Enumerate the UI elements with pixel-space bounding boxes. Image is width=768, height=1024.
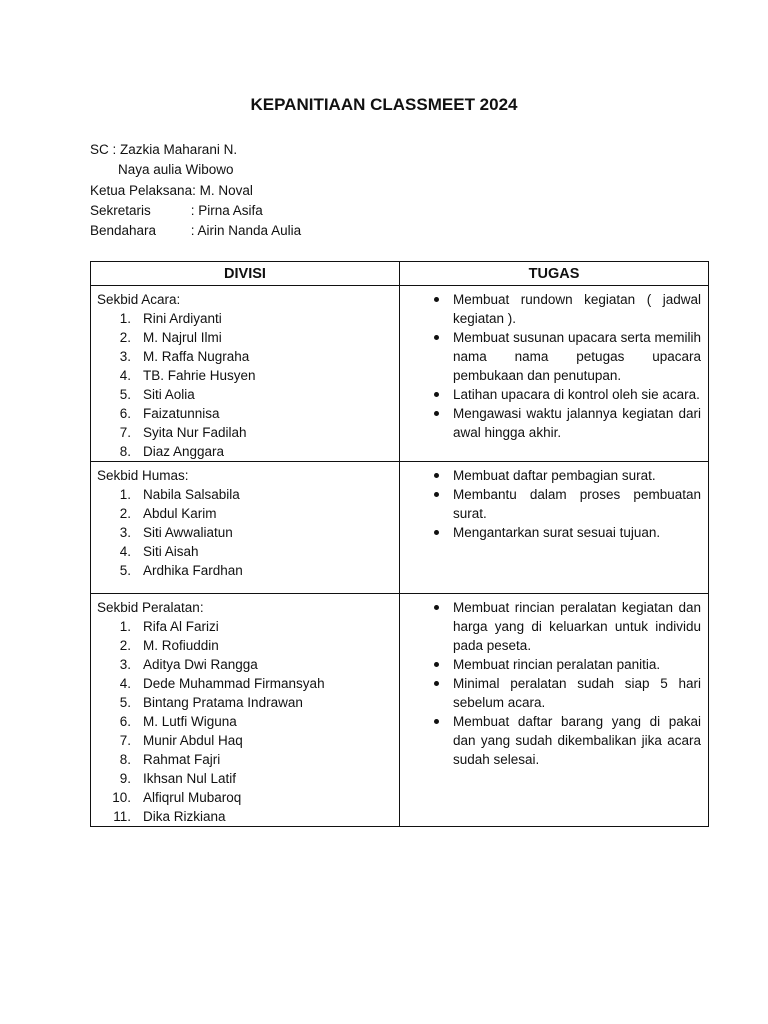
sekretaris-line <box>90 201 301 221</box>
list-item <box>97 366 393 385</box>
list-item <box>97 423 393 442</box>
list-item <box>97 504 393 523</box>
list-number: 8. <box>119 444 131 459</box>
bendahara-label: Bendahara <box>90 223 157 239</box>
list-number: 3. <box>119 657 131 672</box>
member-name: Munir Abdul Haq <box>143 733 243 748</box>
list-item <box>97 712 393 731</box>
divisi-cell <box>91 594 400 827</box>
list-item <box>97 750 393 769</box>
ketua-line <box>90 181 301 201</box>
task-list <box>407 598 701 769</box>
list-item <box>97 636 393 655</box>
task-item: Mengantarkan surat sesuai tujuan. <box>407 523 701 542</box>
tugas-cell <box>400 594 709 827</box>
member-name: Faizatunnisa <box>143 406 220 421</box>
task-item: Latihan upacara di kontrol oleh sie acara. <box>407 385 701 404</box>
task-item: Membuat susunan upacara serta memilih nama nama petugas upacara pembukaan dan penutupan. <box>407 328 701 385</box>
list-number: 2. <box>119 638 131 653</box>
list-item <box>97 542 393 561</box>
list-number: 11. <box>113 809 131 824</box>
member-name: Siti Aisah <box>143 544 199 559</box>
task-item: Membuat rundown kegiatan ( jadwal kegiatan ). <box>407 290 701 328</box>
ketua-label: Ketua Pelaksana: <box>90 182 196 198</box>
divisi-cell <box>91 286 400 462</box>
member-name: Rifa Al Farizi <box>143 619 219 634</box>
list-item <box>97 347 393 366</box>
table-row <box>91 594 709 827</box>
sc-line <box>90 140 301 160</box>
list-number: 4. <box>119 544 131 559</box>
tugas-cell <box>400 462 709 594</box>
member-name: M. Lutfi Wiguna <box>143 714 237 729</box>
list-item <box>97 731 393 750</box>
list-number: 6. <box>119 714 131 729</box>
list-number: 10. <box>112 790 131 805</box>
member-name: Bintang Pratama Indrawan <box>143 695 303 710</box>
list-number: 5. <box>119 563 131 578</box>
list-item <box>97 693 393 712</box>
list-item <box>97 655 393 674</box>
list-number: 5. <box>119 695 131 710</box>
member-name: Ardhika Fardhan <box>143 563 243 578</box>
member-name: M. Raffa Nugraha <box>143 349 250 364</box>
document-title: KEPANITIAAN CLASSMEET 2024 <box>250 95 518 114</box>
section-title: Sekbid Acara: <box>97 292 181 307</box>
member-list <box>97 485 393 580</box>
list-item <box>97 788 393 807</box>
member-name: Alfiqrul Mubaroq <box>143 790 242 805</box>
divisi-cell <box>91 462 400 594</box>
task-item: Membuat daftar pembagian surat. <box>407 466 701 485</box>
table-row <box>91 286 709 462</box>
sc-name-1: Zazkia Maharani N. <box>120 142 238 157</box>
divisi-header: DIVISI <box>91 262 400 286</box>
division-table <box>90 261 709 827</box>
task-item: Mengawasi waktu jalannya kegiatan dari awal hingga akhir. <box>407 404 701 442</box>
list-number: 4. <box>119 676 131 691</box>
member-name: Siti Aolia <box>143 387 195 402</box>
section-title: Sekbid Humas: <box>97 468 189 483</box>
list-number: 7. <box>119 425 131 440</box>
member-name: Rahmat Fajri <box>143 752 221 767</box>
list-item <box>97 309 393 328</box>
section-title: Sekbid Peralatan: <box>97 600 204 615</box>
member-list <box>97 617 393 826</box>
member-name: Ikhsan Nul Latif <box>143 771 237 786</box>
sc-name-2: Naya aulia Wibowo <box>118 162 234 178</box>
table-row <box>91 462 709 594</box>
tugas-cell <box>400 286 709 462</box>
task-list <box>407 290 701 442</box>
member-name: Nabila Salsabila <box>143 487 240 502</box>
member-name: Rini Ardiyanti <box>143 311 222 326</box>
list-item <box>97 561 393 580</box>
list-number: 5. <box>119 387 131 402</box>
member-name: Dede Muhammad Firmansyah <box>143 676 325 691</box>
list-item <box>97 385 393 404</box>
sc-label: SC : <box>90 142 117 157</box>
member-name: Aditya Dwi Rangga <box>143 657 258 672</box>
table-header-row <box>91 262 709 286</box>
committee-info <box>90 140 301 241</box>
list-item <box>97 769 393 788</box>
list-number: 3. <box>119 349 131 364</box>
bendahara-line <box>90 221 301 241</box>
list-number: 1. <box>119 487 131 502</box>
member-list <box>97 309 393 461</box>
list-item <box>97 807 393 826</box>
list-item <box>97 442 393 461</box>
list-number: 1. <box>119 619 131 634</box>
member-name: Abdul Karim <box>143 506 217 521</box>
ketua-value: M. Noval <box>199 182 253 198</box>
member-name: M. Rofiuddin <box>143 638 219 653</box>
list-number: 1. <box>119 311 131 326</box>
sc-name-2-line <box>90 160 301 180</box>
member-name: M. Najrul Ilmi <box>143 330 222 345</box>
list-number: 6. <box>119 406 131 421</box>
list-item <box>97 485 393 504</box>
list-item <box>97 404 393 423</box>
member-name: TB. Fahrie Husyen <box>143 368 256 383</box>
list-item <box>97 328 393 347</box>
sekretaris-label: Sekretaris <box>90 202 151 218</box>
task-item: Minimal peralatan sudah siap 5 hari sebelum acara. <box>407 674 701 712</box>
list-number: 2. <box>119 506 131 521</box>
member-name: Syita Nur Fadilah <box>143 425 247 440</box>
list-number: 2. <box>119 330 131 345</box>
task-item: Membuat rincian peralatan kegiatan dan harga yang di keluarkan untuk individu pada peseta. <box>407 598 701 655</box>
member-name: Siti Awwaliatun <box>143 525 233 540</box>
tugas-header: TUGAS <box>400 262 709 286</box>
list-item <box>97 523 393 542</box>
task-list <box>407 466 701 542</box>
task-item: Membuat daftar barang yang di pakai dan yang sudah dikembalikan jika acara sudah selesai. <box>407 712 701 769</box>
task-item: Membantu dalam proses pembuatan surat. <box>407 485 701 523</box>
member-name: Diaz Anggara <box>143 444 225 459</box>
list-number: 3. <box>119 525 131 540</box>
sekretaris-value: : Pirna Asifa <box>190 202 263 218</box>
task-item: Membuat rincian peralatan panitia. <box>407 655 701 674</box>
list-number: 8. <box>119 752 131 767</box>
list-item <box>97 674 393 693</box>
list-number: 7. <box>119 733 131 748</box>
list-number: 4. <box>119 368 131 383</box>
bendahara-value: : Airin Nanda Aulia <box>190 223 302 239</box>
list-item <box>97 617 393 636</box>
member-name: Dika Rizkiana <box>143 809 226 824</box>
list-number: 9. <box>119 771 131 786</box>
